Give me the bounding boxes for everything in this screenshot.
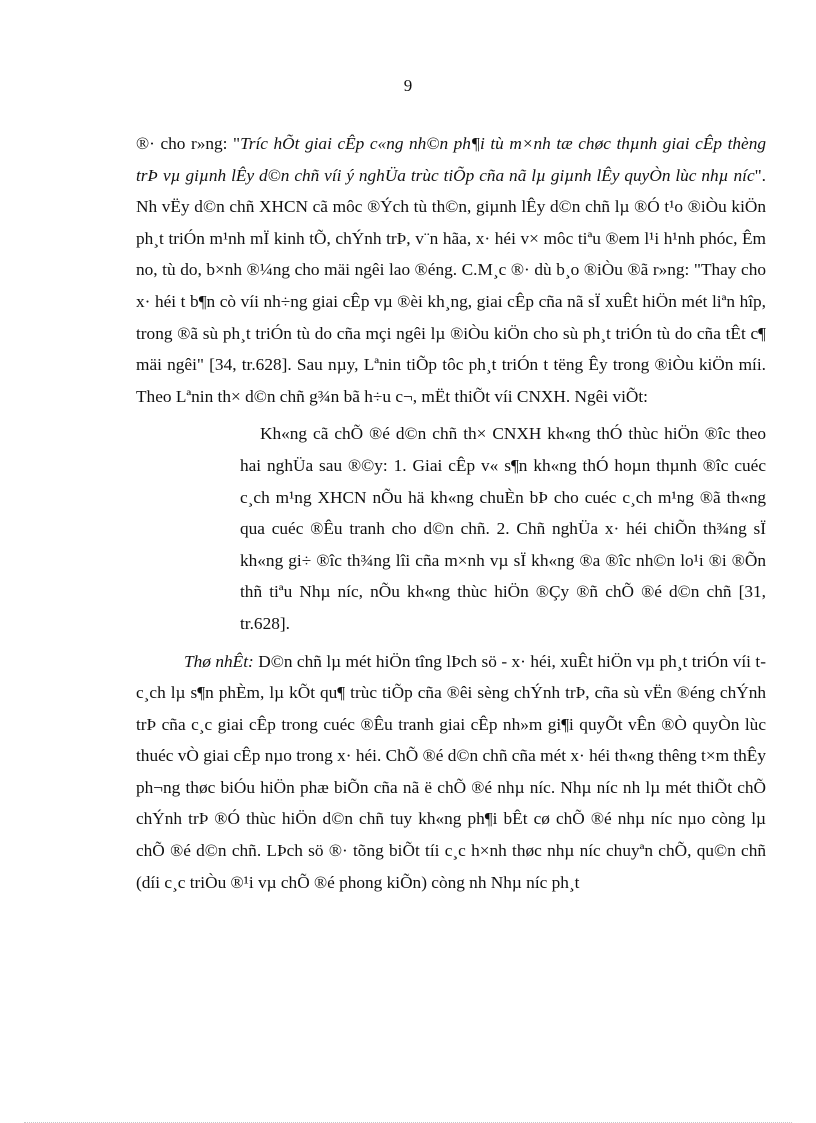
paragraph-1: [136, 128, 766, 412]
marx-quote-italic: Tríc hÕt giai cÊp c«ng nh©n ph¶i tù m×nh tæ chøc thµnh giai cÊp thèng trÞ vµ giµnh lÊy d©n chñ víi ý nghÜa trùc tiÕp cña nã lµ giµnh lÊy quyÒn lùc nhµ níc: [136, 134, 766, 185]
paragraph-2-rest: D©n chñ lµ mét hiÖn tîng lÞch sö - x· héi, xuÊt hiÖn vµ ph¸t triÓn víi t c¸ch lµ s¶n phÈm, lµ kÕt qu¶ trùc tiÕp cña ®êi sèng chÝnh trÞ, cña sù vËn ®éng chÝnh trÞ cña c¸c giai cÊp trong cuéc ®Êu tranh giai cÊp nh»m gi¶i quyÕt vÊn ®Ò quyÒn lùc thuéc vÒ giai cÊp nµo trong x· héi. ChÕ ®é d©n chñ cña mét x· héi th«ng thêng t×m thÊy ph¬ng thøc biÓu hiÖn phæ biÕn cña nã ë chÕ ®é nhµ níc. Nhµ níc nh lµ mét thiÕt chÕ chÝnh trÞ ®Ó thùc hiÖn d©n chñ tuy kh«ng ph¶i bÊt cø chÕ ®é nhµ níc nµo còng lµ chÕ ®é d©n chñ. LÞch sö ®· tõng biÕt tíi c¸c h×nh thøc nhµ níc chuyªn chÕ, qu©n chñ (díi c¸c triÒu ®¹i vµ chÕ ®é phong kiÕn) còng nh Nhµ níc ph¸t: [136, 651, 766, 892]
paragraph-1-rest: ". Nh vËy d©n chñ XHCN cã môc ®Ých tù th©n, giµnh lÊy d©n chñ lµ ®Ó t¹o ®iÒu kiÖn ph¸t triÓn m¹nh mÏ kinh tÕ, chÝnh trÞ, v¨n hãa, x· héi v× môc tiªu ®em l¹i h¹nh phóc, Êm no, tù do, b×nh ®¼ng cho mäi ngêi lao ®éng. C.M¸c ®· dù b¸o ®iÒu ®ã r»ng: "Thay cho x· héi t b¶n cò víi nh÷ng giai cÊp vµ ®èi kh¸ng, giai cÊp cña nã sÏ xuÊt hiÖn mét liªn hîp, trong ®ã sù ph¸t triÓn tù do cña mçi ngêi lµ ®iÒu kiÖn cho sù ph¸t triÓn tù do cña tÊt c¶ mäi ngêi" [34, tr.628]. Sau nµy, Lªnin tiÕp tôc ph¸t triÓn t tëng Êy trong ®iÒu kiÖn míi. Theo Lªnin th× d©n chñ g¾n bã h÷u c¬, mËt thiÕt víi CNXH. Ngêi viÕt:: [136, 165, 766, 406]
page-number: 9: [403, 76, 413, 95]
paragraph-1-lead: ®· cho r»ng: ": [136, 134, 241, 153]
paragraph-2: [136, 646, 766, 899]
first-point-label: Thø nhÊt:: [184, 651, 254, 671]
lenin-block-quote: Kh«ng cã chÕ ®é d©n chñ th× CNXH kh«ng thÓ thùc hiÖn ®îc theo hai nghÜa sau ®©y: 1. Giai cÊp v« s¶n kh«ng thÓ hoµn thµnh ®îc cuéc c¸ch m¹ng XHCN nÕu hä kh«ng chuÈn bÞ cho cuéc c¸ch m¹ng ®ã th«ng qua cuéc ®Êu tranh cho d©n chñ. 2. Chñ nghÜa x· héi chiÕn th¾ng sÏ kh«ng gi÷ ®îc th¾ng lîi cña m×nh vµ sÏ kh«ng ®a ®îc nh©n lo¹i ®i ®Õn thñ tiªu Nhµ níc, nÕu kh«ng thùc hiÖn ®Çy ®ñ chÕ ®é d©n chñ [31, tr.628].: [240, 424, 766, 633]
document-body: [136, 128, 766, 898]
